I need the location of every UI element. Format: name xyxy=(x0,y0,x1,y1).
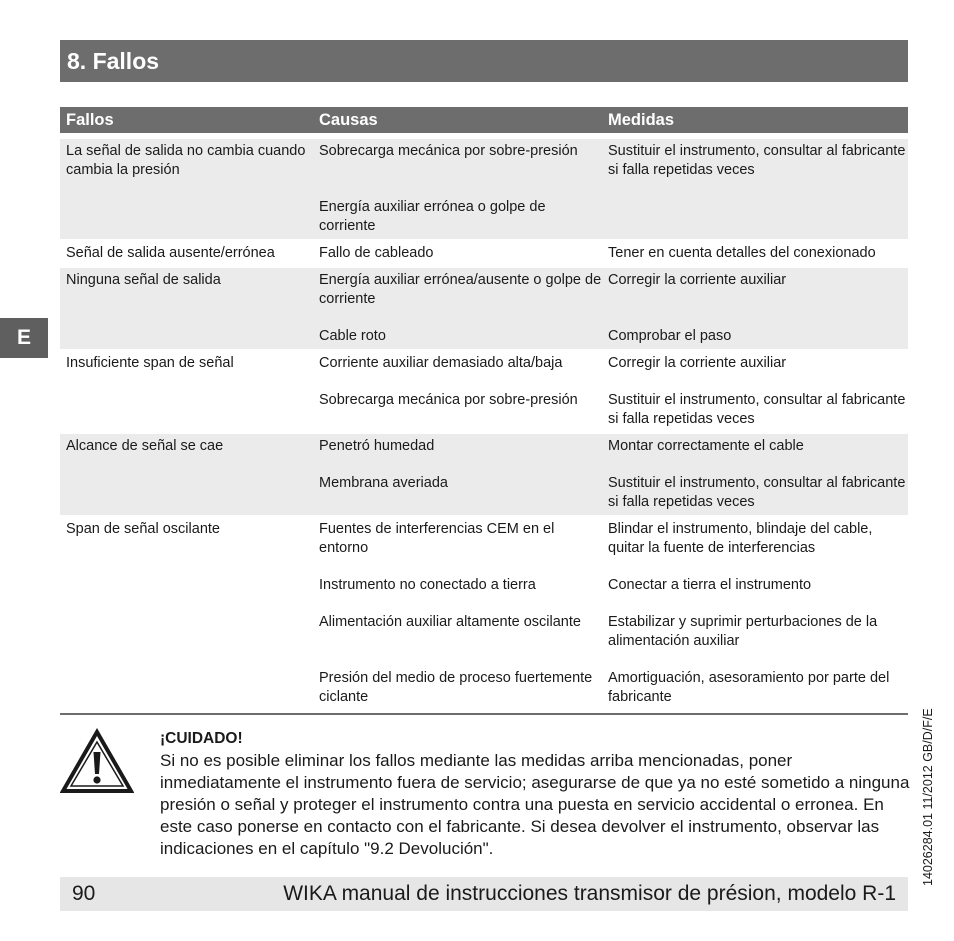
causes-cell xyxy=(313,520,602,707)
table-row xyxy=(60,268,908,349)
causes-cell xyxy=(313,271,602,346)
fault-cell: Alcance de señal se cae xyxy=(66,438,224,454)
table-row xyxy=(60,517,908,710)
causes-cell xyxy=(313,437,602,512)
column-header-causes: Causas xyxy=(319,110,378,129)
cause-text: Penetró humedad xyxy=(319,438,435,454)
measures-cell xyxy=(602,354,908,429)
table-body xyxy=(60,139,908,710)
table-row xyxy=(60,241,908,266)
fault-cell: Señal de salida ausente/errónea xyxy=(66,245,275,261)
manual-title: WIKA manual de instrucciones transmisor de présion, modelo R-1 xyxy=(283,882,896,905)
column-header-measures: Medidas xyxy=(608,110,675,129)
cause-text: Energía auxiliar errónea o golpe de corriente xyxy=(319,199,546,234)
faults-table xyxy=(60,107,908,715)
table-row xyxy=(60,139,908,239)
measure-text: Montar correctamente el cable xyxy=(608,438,804,454)
document-code: 14026284.01 11/2012 GB/D/F/E xyxy=(921,708,935,886)
measure-text: Sustituir el instrumento, consultar al fabricante si falla repetidas veces xyxy=(608,475,906,510)
measure-text: Blindar el instrumento, blindaje del cable, quitar la fuente de interferencias xyxy=(608,521,873,556)
section-title: 8. Fallos xyxy=(60,40,908,82)
language-tab: E xyxy=(0,318,48,358)
measures-cell xyxy=(602,244,908,263)
measure-text: Estabilizar y suprimir perturbaciones de la alimentación auxiliar xyxy=(608,614,878,649)
measures-cell xyxy=(602,520,908,707)
page-number: 90 xyxy=(72,882,96,905)
caution-text-block xyxy=(160,728,910,860)
measure-text: Corregir la corriente auxiliar xyxy=(608,272,787,288)
measures-cell xyxy=(602,142,908,236)
fault-cell: Span de señal oscilante xyxy=(66,521,220,537)
column-header-faults: Fallos xyxy=(66,110,114,129)
causes-cell xyxy=(313,354,602,429)
measure-text: Sustituir el instrumento, consultar al fabricante si falla repetidas veces xyxy=(608,392,906,427)
measures-cell xyxy=(602,437,908,512)
cause-text: Sobrecarga mecánica por sobre-presión xyxy=(319,392,578,408)
measure-text xyxy=(608,198,908,236)
cause-text: Presión del medio de proceso fuertemente ciclante xyxy=(319,670,593,705)
caution-title: ¡CUIDADO! xyxy=(160,730,243,747)
cause-text: Membrana averiada xyxy=(319,475,448,491)
cause-text: Alimentación auxiliar altamente oscilante xyxy=(319,614,581,630)
cause-text: Sobrecarga mecánica por sobre-presión xyxy=(319,143,578,159)
cause-text: Corriente auxiliar demasiado alta/baja xyxy=(319,355,563,371)
table-row xyxy=(60,351,908,432)
table-bottom-rule xyxy=(60,713,908,715)
measures-cell xyxy=(602,271,908,346)
cause-text: Fallo de cableado xyxy=(319,245,434,261)
causes-cell xyxy=(313,142,602,236)
fault-cell: La señal de salida no cambia cuando cambia la presión xyxy=(66,143,306,178)
measure-text: Comprobar el paso xyxy=(608,328,732,344)
cause-text: Instrumento no conectado a tierra xyxy=(319,577,536,593)
cause-text: Energía auxiliar errónea/ausente o golpe de corriente xyxy=(319,272,602,307)
measure-text: Conectar a tierra el instrumento xyxy=(608,577,812,593)
cause-text: Fuentes de interferencias CEM en el entorno xyxy=(319,521,555,556)
measure-text: Corregir la corriente auxiliar xyxy=(608,355,787,371)
measure-text: Amortiguación, asesoramiento por parte del fabricante xyxy=(608,670,890,705)
caution-body: Si no es posible eliminar los fallos mediante las medidas arriba mencionadas, poner inmediatamente el instrumento fuera de servicio; asegurarse de que ya no esté sometido a ninguna presión o señal y proteger el instrumento contra una puesta en servicio accidental o erronea. En este caso ponerse en contacto con el fabricante. Si desea devolver el instrumento, observar las indicaciones en el capítulo "9.2 Devolución". xyxy=(160,751,910,858)
measure-text: Tener en cuenta detalles del conexionado xyxy=(608,245,876,261)
measure-text: Sustituir el instrumento, consultar al fabricante si falla repetidas veces xyxy=(608,143,906,178)
table-header xyxy=(60,107,908,133)
caution-box xyxy=(60,716,908,876)
fault-cell: Ninguna señal de salida xyxy=(66,272,221,288)
causes-cell xyxy=(313,244,602,263)
warning-triangle-icon xyxy=(60,728,134,794)
cause-text: Cable roto xyxy=(319,328,386,344)
fault-cell: Insuficiente span de señal xyxy=(66,355,234,371)
table-row xyxy=(60,434,908,515)
page-footer xyxy=(60,877,908,911)
